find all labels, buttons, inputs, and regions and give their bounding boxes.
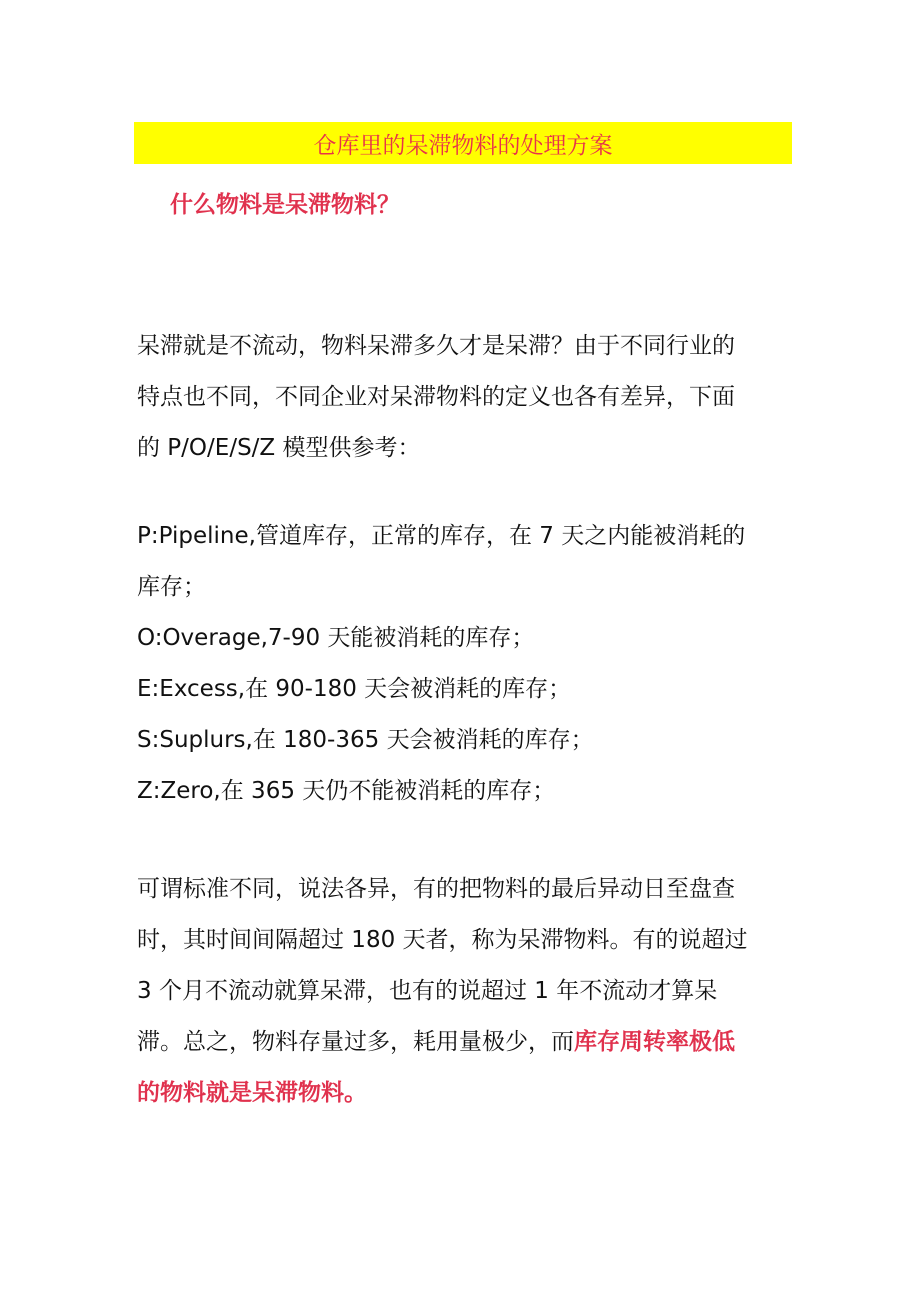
highlighted-definition-end: 的物料就是呆滞物料。 [137,1080,367,1106]
intro-line: 的 P/O/E/S/Z 模型供参考： [137,435,421,461]
model-item-o: O:Overage,7-90 天能被消耗的库存； [137,625,535,651]
intro-paragraph [137,321,797,474]
model-item-p: P:Pipeline,管道库存，正常的库存，在 7 天之内能被消耗的 [137,523,746,549]
model-item-z: Z:Zero,在 365 天仍不能被消耗的库存； [137,778,556,804]
highlighted-definition: 库存周转率极低 [574,1029,735,1055]
model-item-s: S:Suplurs,在 180-365 天会被消耗的库存； [137,727,594,753]
conclusion-line: 可谓标准不同，说法各异，有的把物料的最后异动日至盘查 [137,876,735,902]
model-item-p-continued: 库存； [137,574,206,600]
conclusion-line: 3 个月不流动就算呆滞，也有的说超过 1 年不流动才算呆 [137,978,718,1004]
conclusion-paragraph [137,864,797,1119]
title-banner [134,122,792,164]
section-heading: 什么物料是呆滞物料？ [170,192,400,218]
conclusion-line: 时，其时间间隔超过 180 天者，称为呆滞物料。有的说超过 [137,927,748,953]
intro-line: 呆滞就是不流动，物料呆滞多久才是呆滞？由于不同行业的 [137,333,735,359]
model-definition-list [137,511,797,817]
intro-line: 特点也不同，不同企业对呆滞物料的定义也各有差异，下面 [137,384,735,410]
conclusion-line [137,1017,797,1068]
model-item-e: E:Excess,在 90-180 天会被消耗的库存； [137,676,572,702]
conclusion-text: 滞。总之，物料存量过多，耗用量极少，而 [137,1029,574,1055]
document-title: 仓库里的呆滞物料的处理方案 [313,132,613,159]
